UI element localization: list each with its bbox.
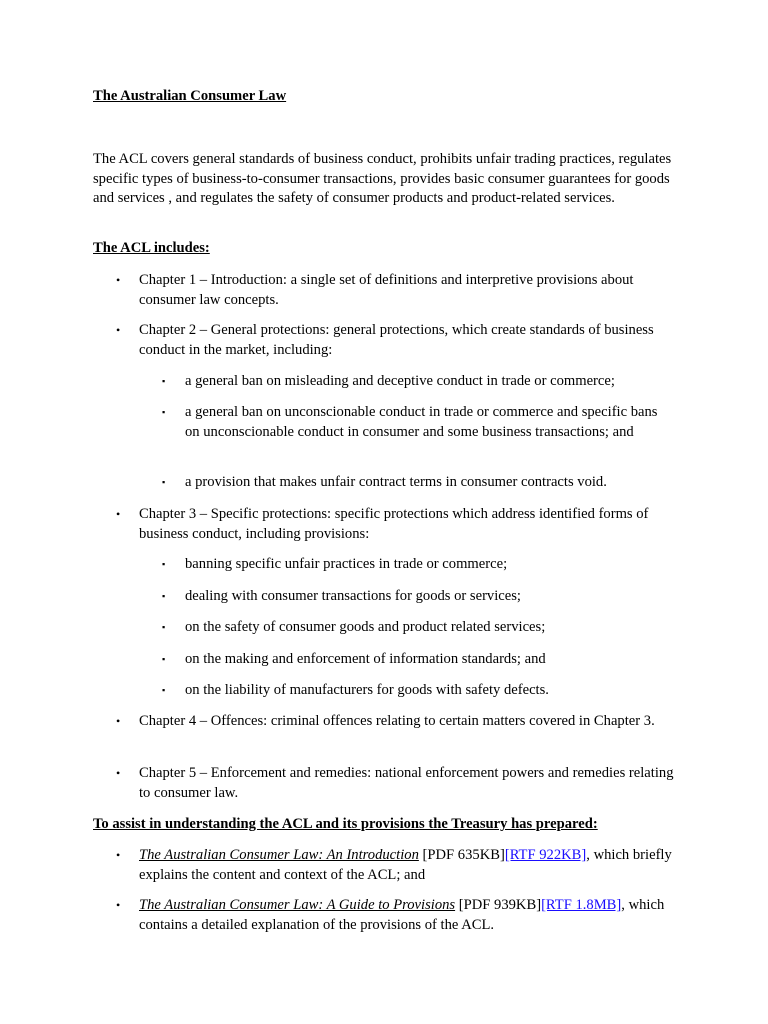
resource-1-text xyxy=(139,846,677,885)
bullet-icon: • xyxy=(116,323,121,337)
chapter-2-item-2: a general ban on unconscionable conduct in trade or commerce and specific bans on unconscionable conduct in consumer and some business transactions; and xyxy=(185,404,658,440)
resource-1-description: , which briefly explains the content and context of the ACL; and xyxy=(139,847,672,883)
document-title: The Australian Consumer Law xyxy=(93,88,287,104)
square-bullet-icon: ▪ xyxy=(162,622,166,632)
chapter-3-item-2: dealing with consumer transactions for goods or services; xyxy=(185,588,521,604)
resource-2-rtf-link[interactable]: [RTF 1.8MB] xyxy=(541,897,622,913)
chapter-2-text: Chapter 2 – General protections: general protections, which create standards of business conduct in the market, including: xyxy=(139,322,654,358)
resource-1-pdf-size: [PDF 635KB] xyxy=(422,847,505,863)
resource-2-title-link[interactable]: The Australian Consumer Law: A Guide to Provisions xyxy=(139,897,456,913)
square-bullet-icon: ▪ xyxy=(162,407,166,417)
intro-paragraph: The ACL covers general standards of business conduct, prohibits unfair trading practices, regulates specific types of business-to-consumer transactions, provides basic consumer guarantees for goods and services , and regulates the safety of consumer products and product-related services. xyxy=(93,151,672,206)
chapter-2-item-3: a provision that makes unfair contract terms in consumer contracts void. xyxy=(185,474,607,490)
resource-2-description: , which contains a detailed explanation of the provisions of the ACL. xyxy=(139,897,665,933)
chapter-3-item-5: on the liability of manufacturers for goods with safety defects. xyxy=(185,682,549,698)
chapter-5-text: Chapter 5 – Enforcement and remedies: national enforcement powers and remedies relating to consumer law. xyxy=(139,765,674,801)
includes-heading: The ACL includes: xyxy=(93,240,210,256)
chapter-3-item-1: banning specific unfair practices in trade or commerce; xyxy=(185,556,508,572)
bullet-icon: • xyxy=(116,507,121,521)
resource-2-pdf-size: [PDF 939KB] xyxy=(458,897,542,913)
chapter-4-text: Chapter 4 – Offences: criminal offences relating to certain matters covered in Chapter 3. xyxy=(139,713,655,729)
square-bullet-icon: ▪ xyxy=(162,477,166,487)
bullet-icon: • xyxy=(116,273,121,287)
resource-1-title-link[interactable]: The Australian Consumer Law: An Introduction xyxy=(139,847,419,863)
assist-heading: To assist in understanding the ACL and its provisions the Treasury has prepared: xyxy=(93,816,598,832)
resource-1-rtf-link[interactable]: [RTF 922KB] xyxy=(504,847,587,863)
chapter-2-item-1: a general ban on misleading and deceptive conduct in trade or commerce; xyxy=(185,373,615,389)
bullet-icon: • xyxy=(116,898,121,912)
resource-2-text xyxy=(139,896,677,935)
square-bullet-icon: ▪ xyxy=(162,654,166,664)
chapter-3-item-4: on the making and enforcement of information standards; and xyxy=(185,651,546,667)
chapter-3-text: Chapter 3 – Specific protections: specific protections which address identified forms of business conduct, including provisions: xyxy=(139,506,649,542)
bullet-icon: • xyxy=(116,848,121,862)
square-bullet-icon: ▪ xyxy=(162,376,166,386)
bullet-icon: • xyxy=(116,714,121,728)
bullet-icon: • xyxy=(116,766,121,780)
square-bullet-icon: ▪ xyxy=(162,559,166,569)
square-bullet-icon: ▪ xyxy=(162,685,166,695)
chapter-1-text: Chapter 1 – Introduction: a single set of definitions and interpretive provisions about consumer law concepts. xyxy=(139,272,634,308)
chapter-3-item-3: on the safety of consumer goods and product related services; xyxy=(185,619,546,635)
square-bullet-icon: ▪ xyxy=(162,591,166,601)
